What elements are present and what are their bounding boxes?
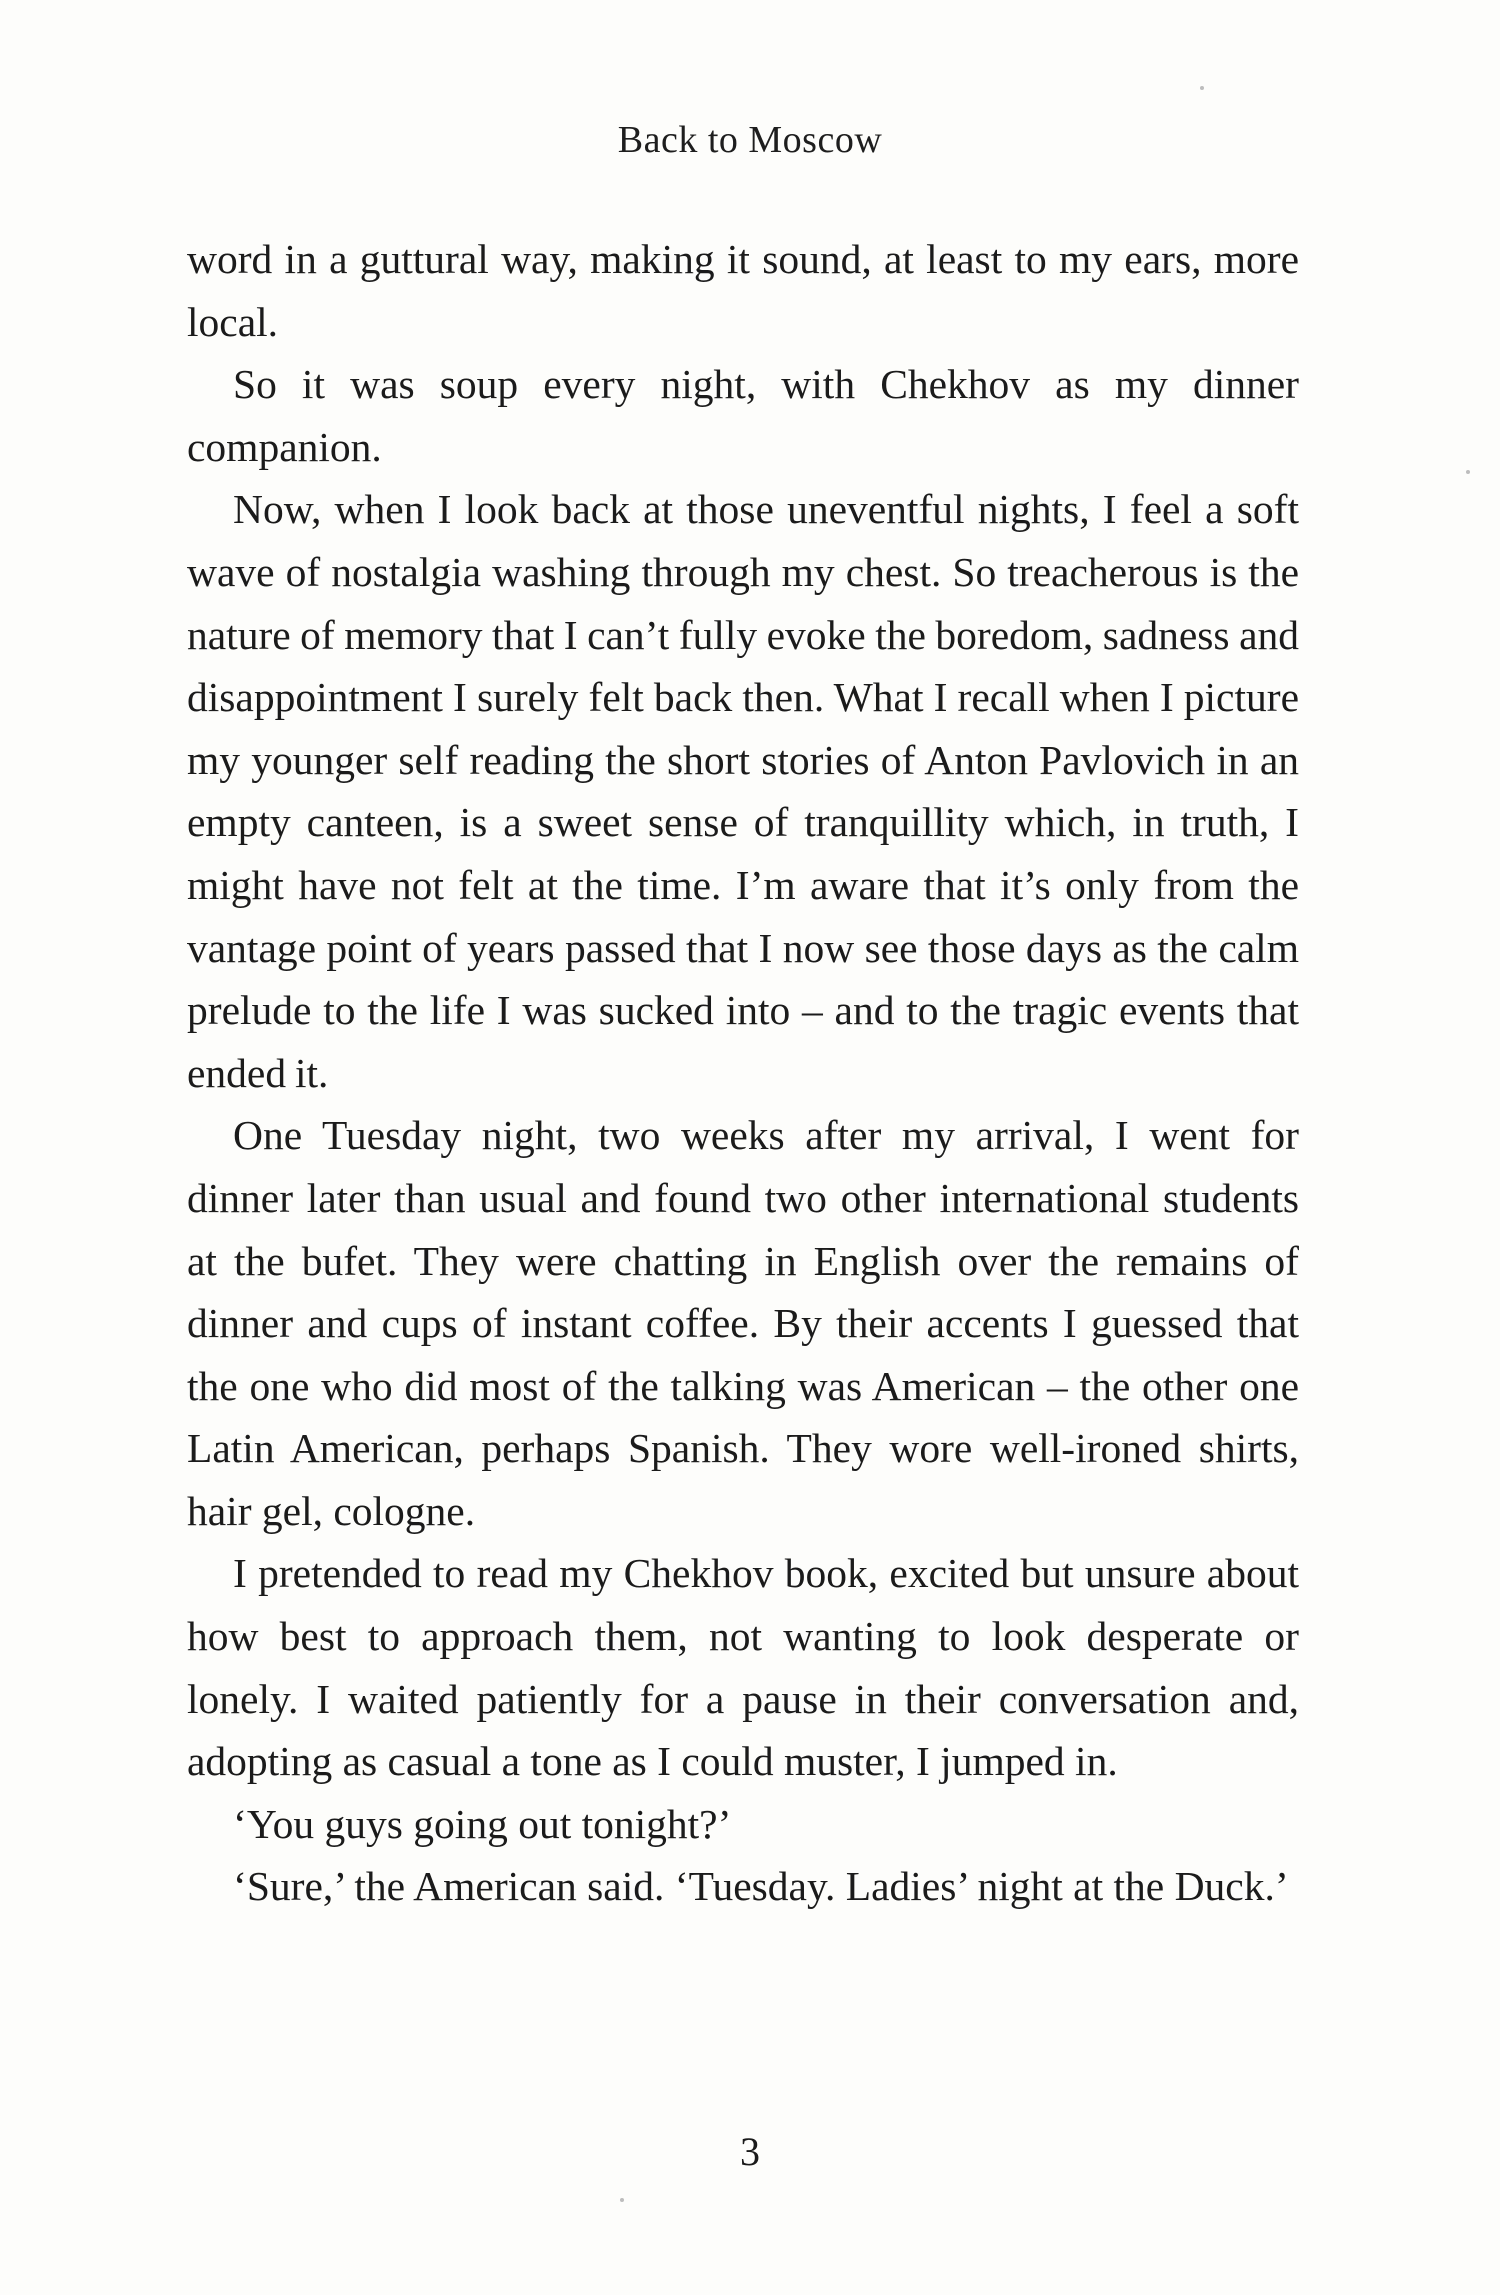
- paper-speck: [1200, 86, 1204, 90]
- page-number: 3: [740, 2129, 760, 2174]
- body-text: [187, 228, 1299, 1918]
- paper-speck: [1466, 470, 1470, 474]
- paragraph-7: ‘Sure,’ the American said. ‘Tuesday. Ladies’ night at the Duck.’: [233, 1863, 1289, 1910]
- paragraph-1: word in a guttural way, making it sound, at least to my ears, more local.: [187, 236, 1299, 345]
- paragraph-6: ‘You guys going out tonight?’: [233, 1800, 732, 1847]
- paragraph-4: One Tuesday night, two weeks after my arrival, I went for dinner later than usual and found two other international students at the bufet. They were chatting in English over the remains of dinner and cups of instant coffee. By their accents I guessed that the one who did most of the talking was American – the other one Latin American, perhaps Spanish. They wore well-ironed shirts, hair gel, cologne.: [187, 1112, 1299, 1534]
- paragraph-5: I pretended to read my Chekhov book, excited but unsure about how best to approach them, not wanting to look desperate or lonely. I waited patiently for a pause in their conversation and, adopting as casual a tone as I could muster, I jumped in.: [187, 1550, 1299, 1785]
- paragraph-3: Now, when I look back at those uneventful nights, I feel a soft wave of nostalgia washing through my chest. So treacherous is the nature of memory that I can’t fully evoke the boredom, sadness and disappointment I surely felt back then. What I recall when I picture my younger self reading the short stories of Anton Pavlovich in an empty canteen, is a sweet sense of tranquillity which, in truth, I might have not felt at the time. I’m aware that it’s only from the vantage point of years passed that I now see those days as the calm prelude to the life I was sucked into – and to the tragic events that ended it.: [187, 486, 1299, 1096]
- paragraph-2: So it was soup every night, with Chekhov as my dinner companion.: [187, 361, 1299, 470]
- running-head: Back to Moscow: [617, 119, 883, 161]
- paper-speck: [620, 2198, 624, 2202]
